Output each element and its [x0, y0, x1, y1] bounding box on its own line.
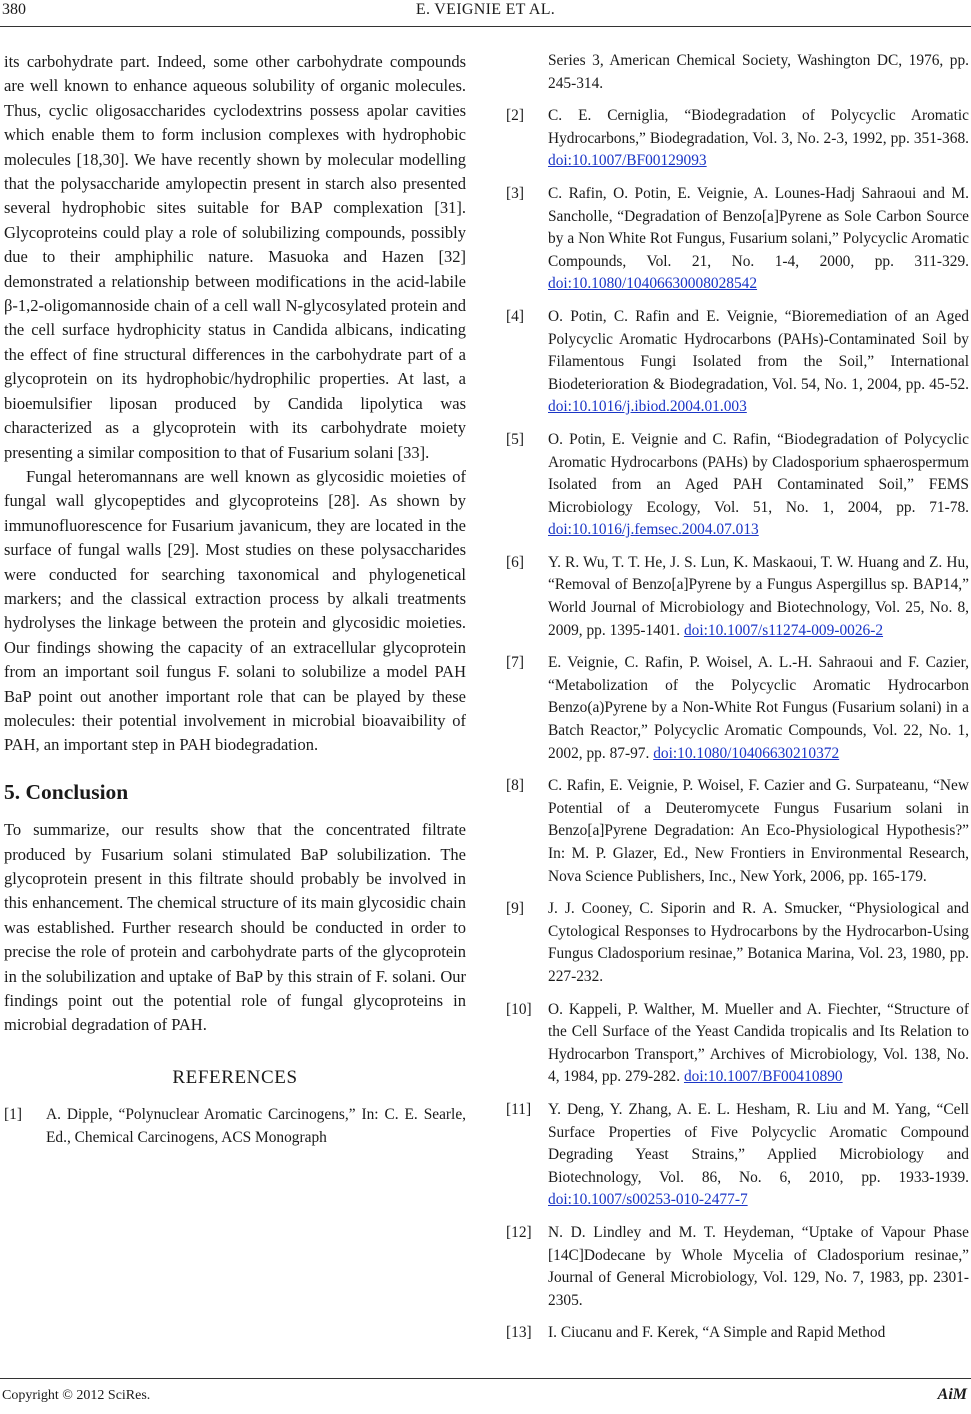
reference-item [506, 775, 969, 888]
doi-link[interactable]: doi:10.1007/BF00410890 [683, 1068, 843, 1086]
reference-item [506, 898, 969, 988]
doi-link[interactable]: doi:10.1016/j.femsec.2004.07.013 [548, 521, 759, 539]
reference-number: [2] [506, 107, 524, 125]
doi-link[interactable]: doi:10.1007/s00253-010-2477-7 [548, 1191, 748, 1209]
reference-number: [12] [506, 1223, 532, 1241]
reference-text: C. Rafin, E. Veignie, P. Woisel, F. Cazier and G. Surpateanu, “New Potential of a Deuteromycete Fungus Fusarium solani in Benzo[a]Pyrene Degradation: An Eco-Physiological Hypothesis?” In: M. P. Glazer, Ed., New Frontiers in Environmental Research, Nova Science Publishers, Inc., New York, 2006, pp. 165-179. [548, 777, 969, 885]
reference-text: O. Potin, C. Rafin and E. Veignie, “Bioremediation of an Aged Polycyclic Aromatic Hydrocarbons (PAHs)-Contaminated Soil by Filamentous Fungi Isolated from the Soil,” International Biodeterioration & Biodegradation, Vol. 54, No. 1, 2004, pp. 45-52. [548, 307, 969, 393]
reference-item [4, 1104, 466, 1149]
footer-rule [0, 1378, 971, 1379]
copyright-notice: Copyright © 2012 SciRes. [2, 1388, 151, 1403]
doi-link[interactable]: doi:10.1080/10406630210372 [653, 744, 840, 762]
body-paragraph: its carbohydrate part. Indeed, some other carbohydrate compounds are well known to enhance aqueous solubility of organic molecules. Thus, cyclic oligosaccharides cyclodextrins possess apolar cavities which enable them to form inclusion complexes with hydrophobic molecules [18,30]. We have recently shown by molecular modelling that the polysaccharide amylopectin present in starch also presented several hydrophobic sites suitable for BAP complexation [31]. Glycoproteins could play a role of solubilizing compounds, possibly due to their amphiphilic nature. Masuoka and Hazen [32] demonstrated a relationship between modifications in the acid-labile β-1,2-oligomannoside chain of a cell wall N-glycosylated protein and the cell surface hydrophicity status in Candida albicans, indicating the effect of fine structural differences in the carbohydrate part of a glycoprotein on its hydrophobic/hydrophilic properties. At last, a bioemulsifier liposan produced by Candida lipolytica was characterized as a glycoprotein with its carbohydrate moiety presenting a similar composition to that of Fusarium solani [33]. [4, 52, 466, 462]
reference-item [506, 306, 969, 419]
reference-item [506, 999, 969, 1089]
body-paragraph: Fungal heteromannans are well known as glycosidic moieties of fungal wall glycopeptides and glycoproteins [28]. As shown by immunofluorescence for Fusarium javanicum, they are located in the surface of fungal walls [29]. Most studies on these polysaccharides were conducted for searching taxonomical and phylogenetical markers; and the classical extraction process by alkali treatments hydrolyses the linkage between the protein and glycosidic moieties. Our findings showing the capacity of an extracellular glycoprotein from an important soil fungus F. solani to solubilize a model PAH BaP point out another important role that can be played by these molecules: their potential involvement in microbial bioavaibility of PAH, an important step in PAH biodegradation. [4, 466, 466, 755]
page-header [0, 0, 971, 28]
conclusion-heading: 5. Conclusion [4, 779, 129, 804]
reference-text: I. Ciucanu and F. Kerek, “A Simple and Rapid Method [548, 1324, 886, 1342]
conclusion-paragraph: To summarize, our results show that the concentrated filtrate produced by Fusarium solani stimulated BaP solubilization. The glycoprotein present in this filtrate should probably be involved in this enhancement. The chemical structure of its main glycosidic chain was established. Further research should be conducted in order to precise the role of protein and carbohydrate parts of the glycoprotein in the solubilization and uptake of BaP by this strain of F. solani. Our findings point out the potential role of fungal glycoproteins in microbial degradation of PAH. [4, 820, 466, 1035]
reference-item [506, 552, 969, 642]
reference-text: Y. R. Wu, T. T. He, J. S. Lun, K. Maskaoui, T. W. Huang and Z. Hu, “Removal of Benzo[a]Pyrene by a Fungus Aspergillus sp. BAP14,” World Journal of Microbiology and Biotechnology, Vol. 25, No. 8, 2009, pp. 1395-1401. [548, 553, 969, 639]
reference-text: A. Dipple, “Polynuclear Aromatic Carcinogens,” In: C. E. Searle, Ed., Chemical Carcinogens, ACS Monograph [46, 1106, 466, 1146]
reference-number: [9] [506, 900, 524, 918]
reference-number: [11] [506, 1100, 532, 1118]
reference-number: [4] [506, 307, 524, 325]
reference-number: [3] [506, 184, 524, 202]
reference-item [506, 429, 969, 542]
reference-number: [5] [506, 430, 524, 448]
reference-text: C. Rafin, O. Potin, E. Veignie, A. Lounes-Hadj Sahraoui and M. Sancholle, “Degradation of Benzo[a]Pyrene as Sole Carbon Source by a Non White Rot Fungus, Fusarium solani,” Polycyclic Aromatic Compounds, Vol. 21, No. 1-4, 2000, pp. 311-329. [548, 184, 969, 270]
left-column [4, 50, 466, 1159]
reference-continuation [506, 50, 969, 95]
doi-link[interactable]: doi:10.1007/BF00129093 [548, 152, 707, 170]
reference-number: [7] [506, 654, 524, 672]
reference-item [506, 105, 969, 173]
reference-number: [10] [506, 1000, 532, 1018]
reference-item [506, 652, 969, 765]
running-head: E. VEIGNIE ET AL. [415, 1, 556, 18]
header-rule [0, 26, 971, 27]
reference-item [506, 1322, 969, 1345]
doi-link[interactable]: doi:10.1080/10406630008028542 [548, 275, 758, 293]
reference-text: N. D. Lindley and M. T. Heydeman, “Uptake of Vapour Phase [14C]Dodecane by Whole Mycelia of Cladosporium resinae,” Journal of General Microbiology, Vol. 129, No. 7, 1983, pp. 2301-2305. [548, 1223, 969, 1309]
reference-text: O. Kappeli, P. Walther, M. Mueller and A. Fiechter, “Structure of the Cell Surface of the Yeast Candida tropicalis and Its Relation to Hydrocarbon Transport,” Archives of Microbiology, Vol. 138, No. 4, 1984, pp. 279-282. [548, 1000, 969, 1086]
reference-number: [8] [506, 777, 524, 795]
page-number: 380 [2, 1, 26, 18]
reference-number: [13] [506, 1324, 532, 1342]
reference-text: O. Potin, E. Veignie and C. Rafin, “Biodegradation of Polycyclic Aromatic Hydrocarbons (PAHs) by Cladosporium sphaerospermum Isolated from an Aged PAH Contaminated Soil,” FEMS Microbiology Ecology, Vol. 51, No. 1, 2004, pp. 71-78. [548, 430, 969, 516]
reference-text: C. E. Cerniglia, “Biodegradation of Polycyclic Aromatic Hydrocarbons,” Biodegradation, Vol. 3, No. 2-3, 1992, pp. 351-368. [548, 107, 969, 147]
reference-item [506, 1099, 969, 1212]
reference-item [506, 1222, 969, 1312]
right-column [506, 50, 969, 1355]
reference-number: [6] [506, 553, 524, 571]
reference-list [506, 105, 969, 1345]
journal-abbreviation: AiM [937, 1386, 967, 1403]
reference-item [506, 183, 969, 296]
references-heading: REFERENCES [172, 1066, 298, 1088]
reference-text: J. J. Cooney, C. Siporin and R. A. Smucker, “Physiological and Cytological Responses to Hydrocarbons by the Hydrocarbon-Using Fungus Cladosporium resinae,” Botanica Marina, Vol. 23, 1980, pp. 227-232. [548, 900, 969, 985]
reference-text: Series 3, American Chemical Society, Washington DC, 1976, pp. 245-314. [548, 52, 969, 92]
doi-link[interactable]: doi:10.1007/s11274-009-0026-2 [683, 621, 884, 639]
reference-text: E. Veignie, C. Rafin, P. Woisel, A. L.-H. Sahraoui and F. Cazier, “Metabolization of the Polycyclic Aromatic Hydrocarbon Benzo(a)Pyrene by a Non-White Rot Fungus (Fusarium solani) in a Batch Reactor,” Polycyclic Aromatic Compounds, Vol. 22, No. 1, 2002, pp. 87-97. [548, 654, 969, 762]
reference-number: [1] [4, 1106, 22, 1124]
doi-link[interactable]: doi:10.1016/j.ibiod.2004.01.003 [548, 398, 747, 416]
reference-text: Y. Deng, Y. Zhang, A. E. L. Hesham, R. Liu and M. Yang, “Cell Surface Properties of Five Polycyclic Aromatic Compound Degrading Yeast Strains,” Applied Microbiology and Biotechnology, Vol. 86, No. 6, 2010, pp. 1933-1939. [548, 1100, 969, 1186]
